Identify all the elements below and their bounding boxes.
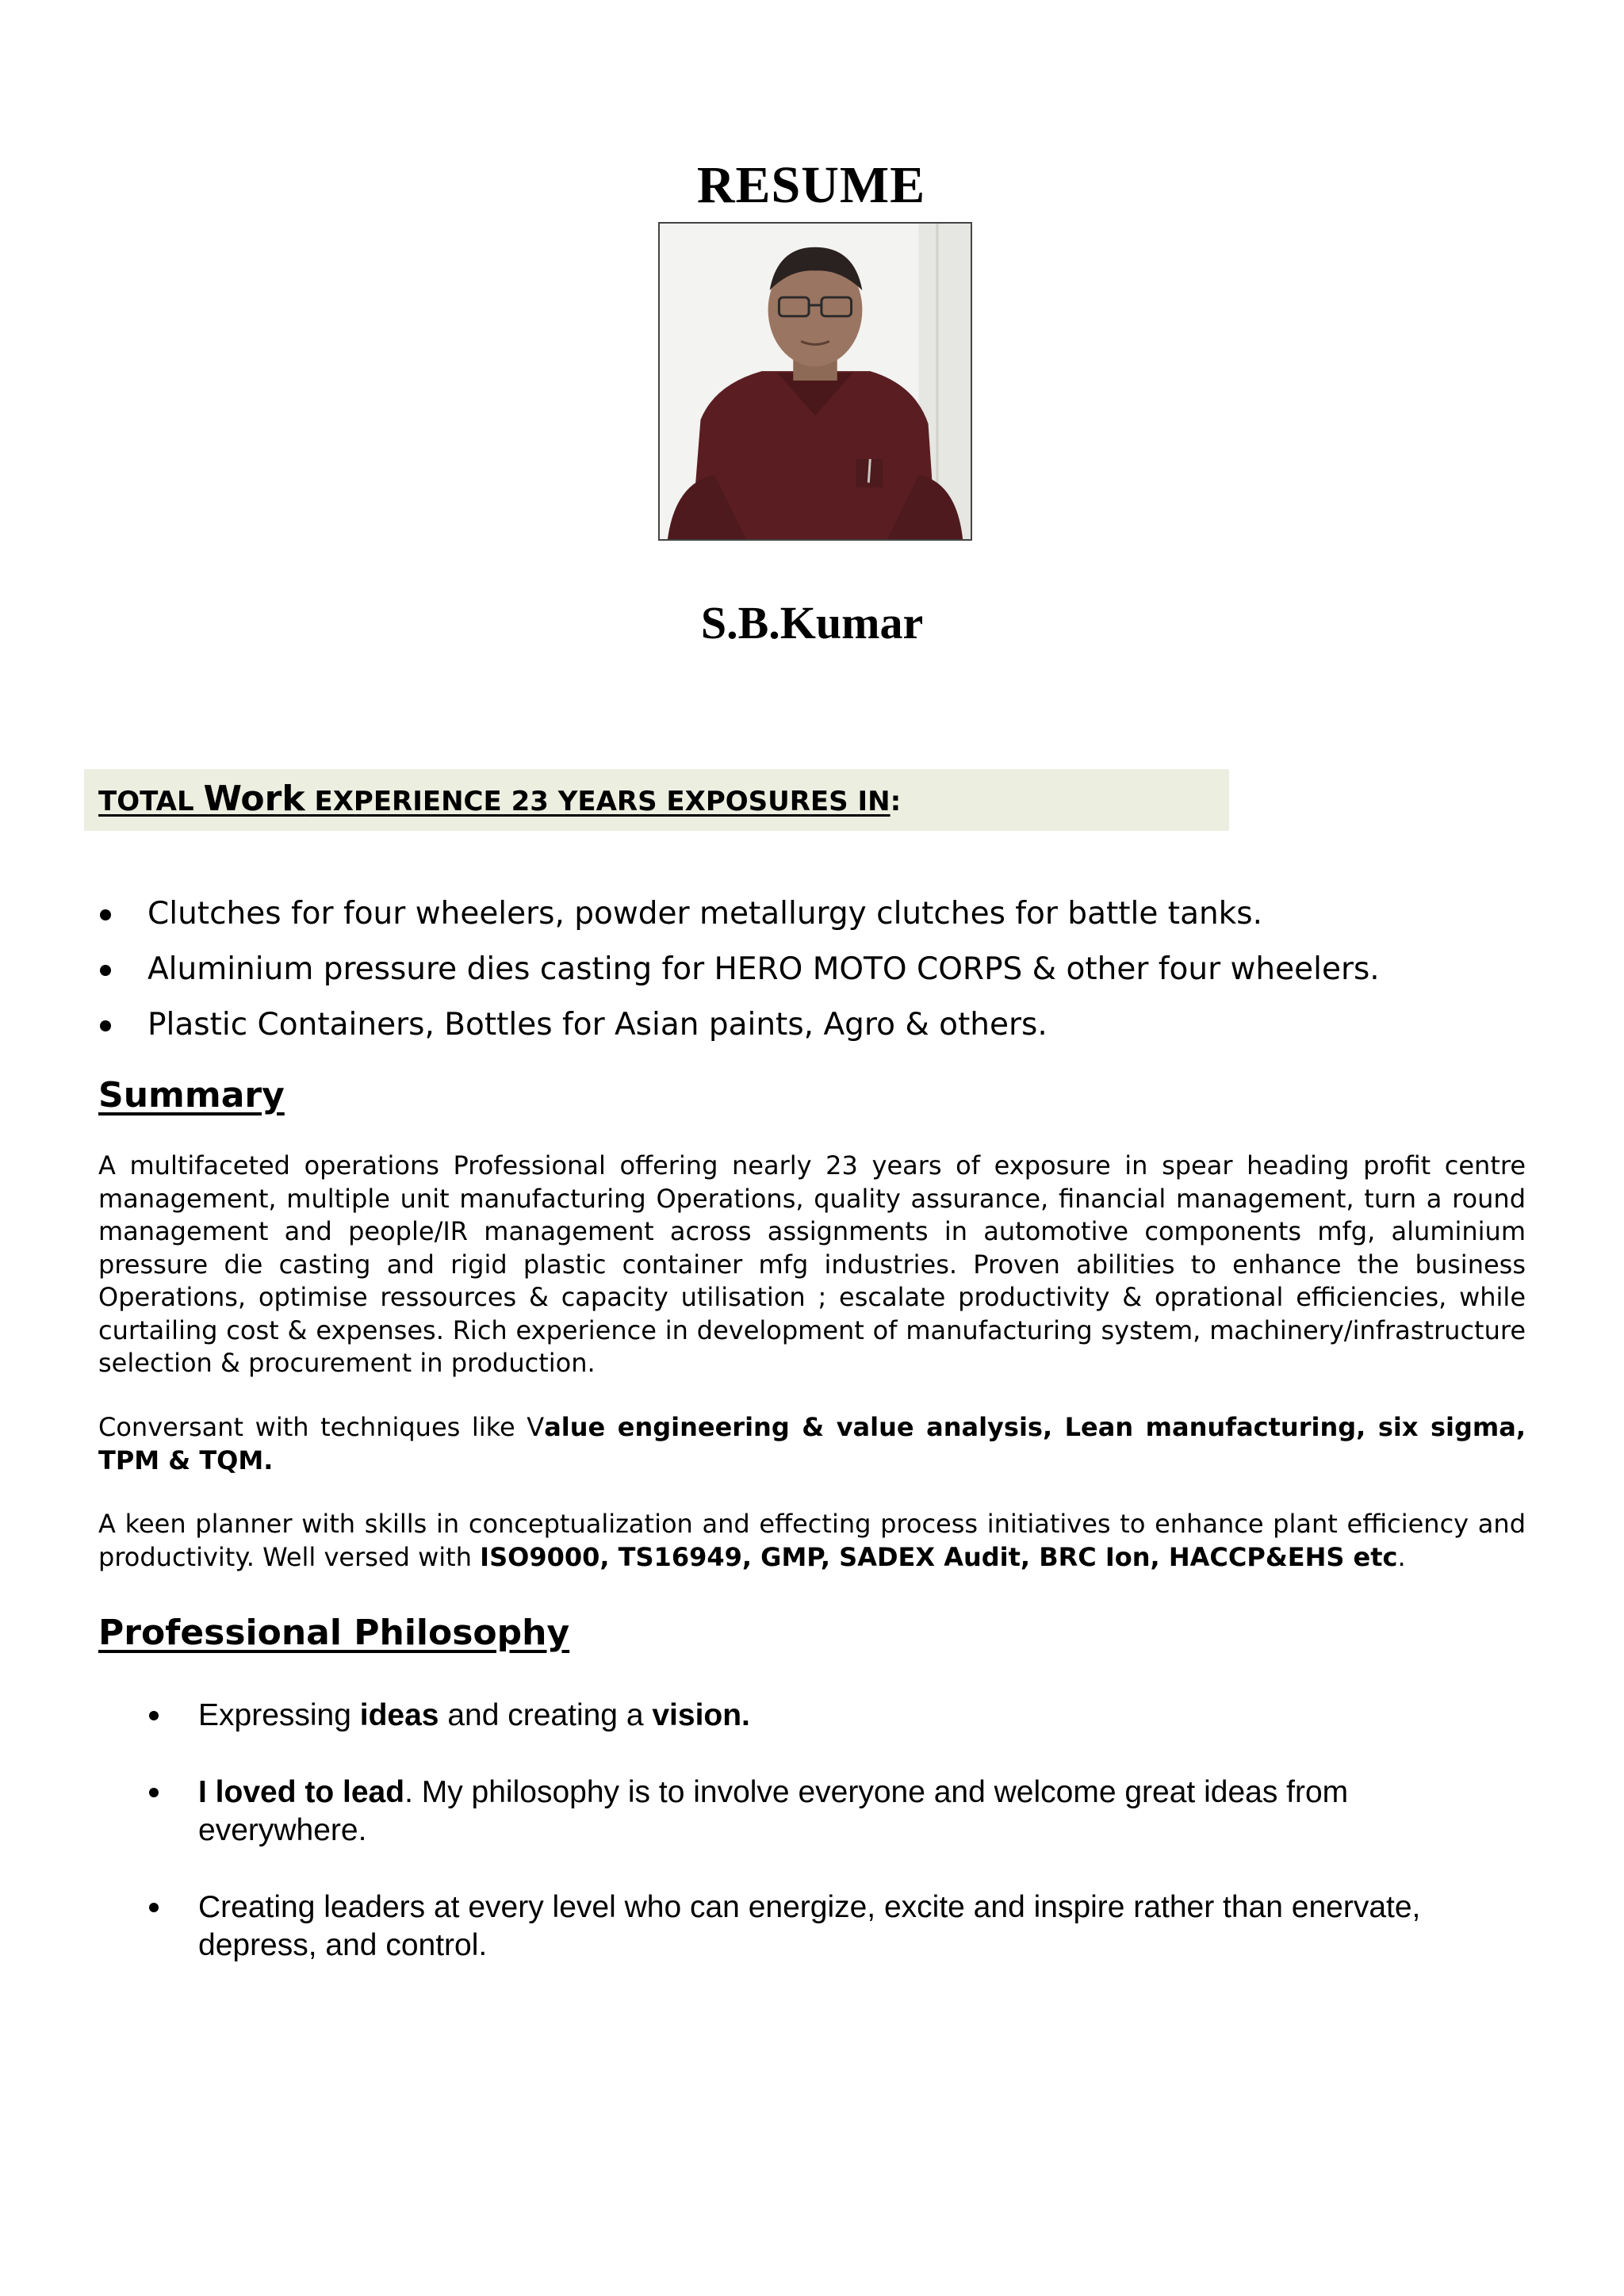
standards-paragraph: A keen planner with skills in conceptualization and effecting process initiatives to enhance plant efficiency and productivity. Well versed with ISO9000, TS16949, GMP, SADEX Audit, BRC Ion, HACCP&EHS etc. bbox=[98, 1509, 1526, 1572]
list-item: Plastic Containers, Bottles for Asian paints, Agro & others. bbox=[94, 997, 1561, 1053]
philosophy-list bbox=[143, 1697, 1507, 2003]
philosophy-heading: Professional Philosophy bbox=[98, 1613, 570, 1653]
experience-heading: TOTAL Work EXPERIENCE 23 YEARS EXPOSURES IN: bbox=[98, 779, 902, 819]
list-item: Creating leaders at every level who can energize, excite and inspire rather than enervate, depress, and control. bbox=[143, 1888, 1507, 1965]
techniques-paragraph: Conversant with techniques like Value engineering & value analysis, Lean manufacturing, six sigma, TPM & TQM. bbox=[98, 1412, 1526, 1475]
summary-paragraph: A multifaceted operations Professional offering nearly 23 years of exposure in spear heading profit centre management, multiple unit manufacturing Operations, quality assurance, financial management, turn a round management and people/IR management across assignments in automotive components mfg, aluminium pressure die casting and rigid plastic container mfg industries. Proven abilities to enhance the business Operations, optimise ressources & capacity utilisation ; escalate productivity & oprational efficiencies, while curtailing cost & expenses. Rich experience in development of manufacturing system, machinery/infrastructure selection & procurement in production. bbox=[98, 1150, 1526, 1378]
person-photo-icon bbox=[660, 224, 971, 539]
experience-list bbox=[94, 886, 1561, 1053]
list-item: Clutches for four wheelers, powder metallurgy clutches for battle tanks. bbox=[94, 886, 1561, 942]
list-item: Expressing ideas and creating a vision. bbox=[143, 1697, 1507, 1735]
profile-photo bbox=[658, 222, 972, 541]
candidate-name: S.B.Kumar bbox=[700, 597, 924, 649]
resume-title: RESUME bbox=[696, 156, 926, 214]
summary-heading: Summary bbox=[98, 1075, 285, 1115]
list-item: I loved to lead. My philosophy is to involve everyone and welcome great ideas from everywhere. bbox=[143, 1774, 1507, 1850]
list-item: Aluminium pressure dies casting for HERO MOTO CORPS & other four wheelers. bbox=[94, 942, 1561, 997]
